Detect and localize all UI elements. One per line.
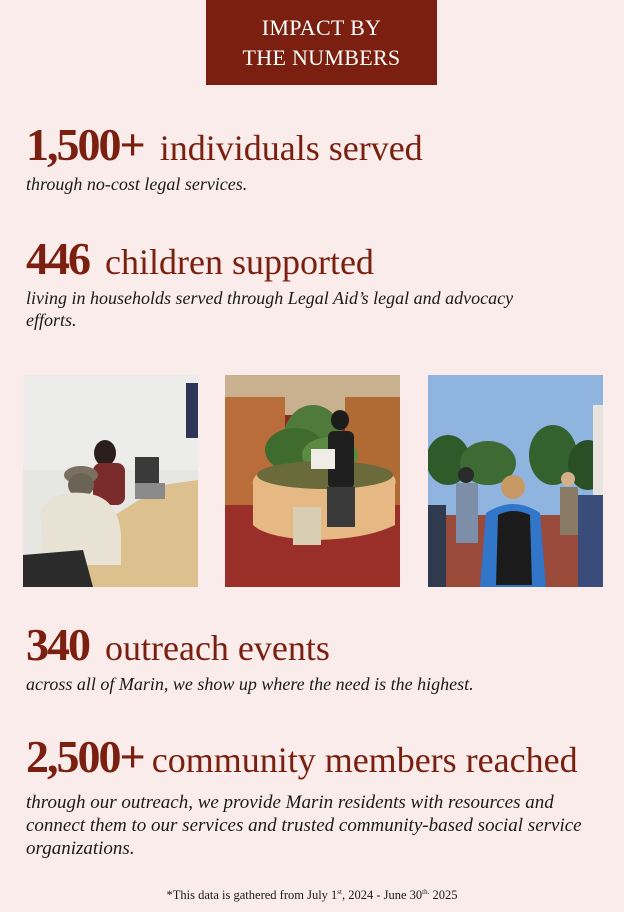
banner-line-1: IMPACT BY	[261, 14, 382, 40]
stat-description: through no-cost legal services.	[26, 174, 248, 194]
stat-number: 2,500+	[26, 731, 144, 782]
stat-number: 1,500+	[26, 119, 144, 170]
stat-individuals-served	[26, 118, 604, 195]
stat-description: through our outreach, we provide Marin residents with resources and connect them to our services and trusted community-based social service organizations.	[26, 792, 582, 859]
woman-reading-in-atrium-photo	[225, 375, 400, 587]
footnote-sup-1: st	[337, 887, 342, 896]
stat-community-members-reached	[26, 730, 604, 860]
footnote-suffix: 2025	[429, 888, 458, 902]
stat-label: individuals served	[159, 128, 423, 168]
stat-children-supported	[26, 232, 604, 331]
stat-number: 446	[26, 233, 89, 284]
stat-label: children supported	[105, 242, 374, 282]
stat-outreach-events	[26, 618, 604, 695]
footnote-middle: , 2024 - June 30	[341, 888, 423, 902]
footnote-prefix: *This data is gathered from July 1	[166, 888, 338, 902]
stat-label: community members reached	[151, 740, 578, 780]
stat-label: outreach events	[105, 628, 330, 668]
footnote-sup-2: th.	[422, 887, 430, 896]
stat-description: living in households served through Legal Aid’s legal and advocacy efforts.	[26, 288, 514, 330]
banner-line-2: THE NUMBERS	[242, 44, 401, 70]
legal-consultation-photo	[23, 375, 198, 587]
data-period-footnote	[0, 888, 624, 903]
impact-banner	[206, 0, 437, 85]
stat-number: 340	[26, 619, 89, 670]
outreach-crowd-photo	[428, 375, 603, 587]
stat-description: across all of Marin, we show up where the need is the highest.	[26, 674, 474, 694]
